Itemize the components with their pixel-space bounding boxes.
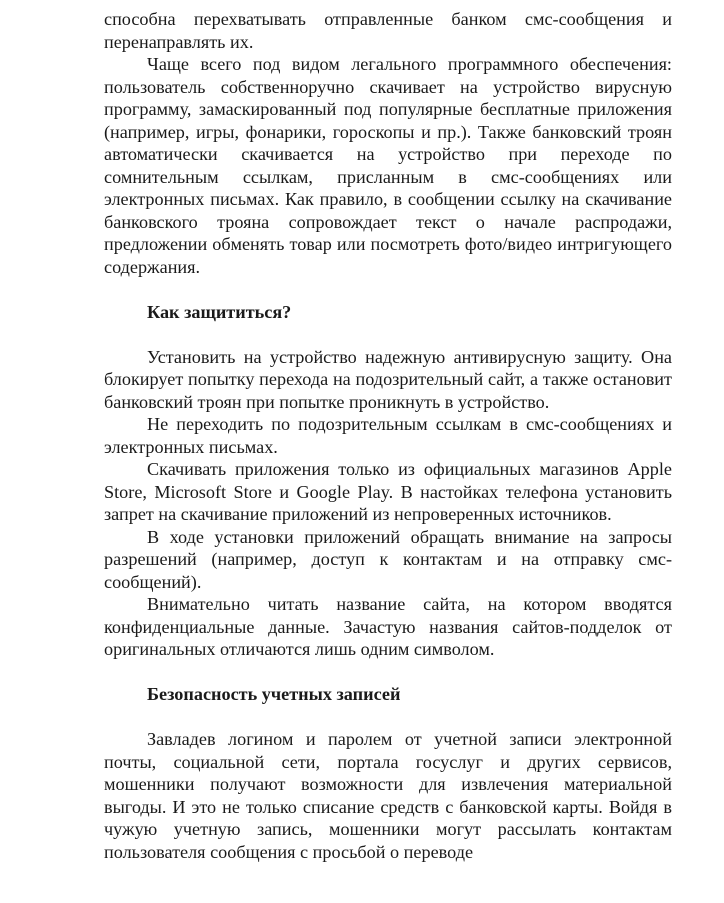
intro-continuation-paragraph: способна перехватывать отправленные банком смс-сообщения и перенаправлять их. [104, 9, 672, 52]
spacer [104, 278, 672, 301]
protect-paragraph-3: Скачивать приложения только из официальных магазинов Apple Store, Microsoft Store и Google Play. В настойках телефона установить запрет на скачивание приложений из непроверенных источников. [104, 459, 672, 524]
heading-account-security: Безопасность учетных записей [147, 684, 401, 704]
spacer [104, 706, 672, 729]
accounts-paragraph-1: Завладев логином и паролем от учетной записи электронной почты, социальной сети, портала госуслуг и других сервисов, мошенники получают возможности для извлечения материальной выгоды. И это не только списание средств с банковской карты. Войдя в чужую учетную запись, мошенники могут рассылать контактам пользователя сообщения с просьбой о переводе [104, 729, 672, 862]
protect-paragraph-1: Установить на устройство надежную антивирусную защиту. Она блокирует попытку перехода на подозрительный сайт, а также остановит банковский троян при попытке проникнуть в устройство. [104, 346, 672, 412]
protect-paragraph-5: Внимательно читать название сайта, на котором вводятся конфиденциальные данные. Зачастую названия сайтов-подделок от оригинальных отличаются лишь одним символом. [104, 594, 672, 659]
spacer [104, 323, 672, 346]
document-page [104, 8, 672, 863]
spacer [104, 661, 672, 684]
protect-paragraph-4: В ходе установки приложений обращать внимание на запросы разрешений (например, доступ к контактам и на отправку смс-сообщений). [104, 526, 672, 592]
heading-how-to-protect: Как защититься? [147, 301, 292, 322]
protect-paragraph-2: Не переходить по подозрительным ссылкам в смс-сообщениях и электронных письмах. [104, 414, 672, 457]
intro-paragraph: Чаще всего под видом легального программного обеспечения: пользователь собственноручно скачивает на устройство вирусную программу, замаскированный под популярные бесплатные приложения (например, игры, фонарики, гороскопы и пр.). Также банковский троян автоматически скачивается на устройство при переходе по сомнительным ссылкам, присланным в смс-сообщениях или электронных письмах. Как правило, в сообщении ссылку на скачивание банковского трояна сопровождает текст о начале распродажи, предложении обменять товар или посмотреть фото/видео интригующего содержания. [104, 54, 672, 277]
